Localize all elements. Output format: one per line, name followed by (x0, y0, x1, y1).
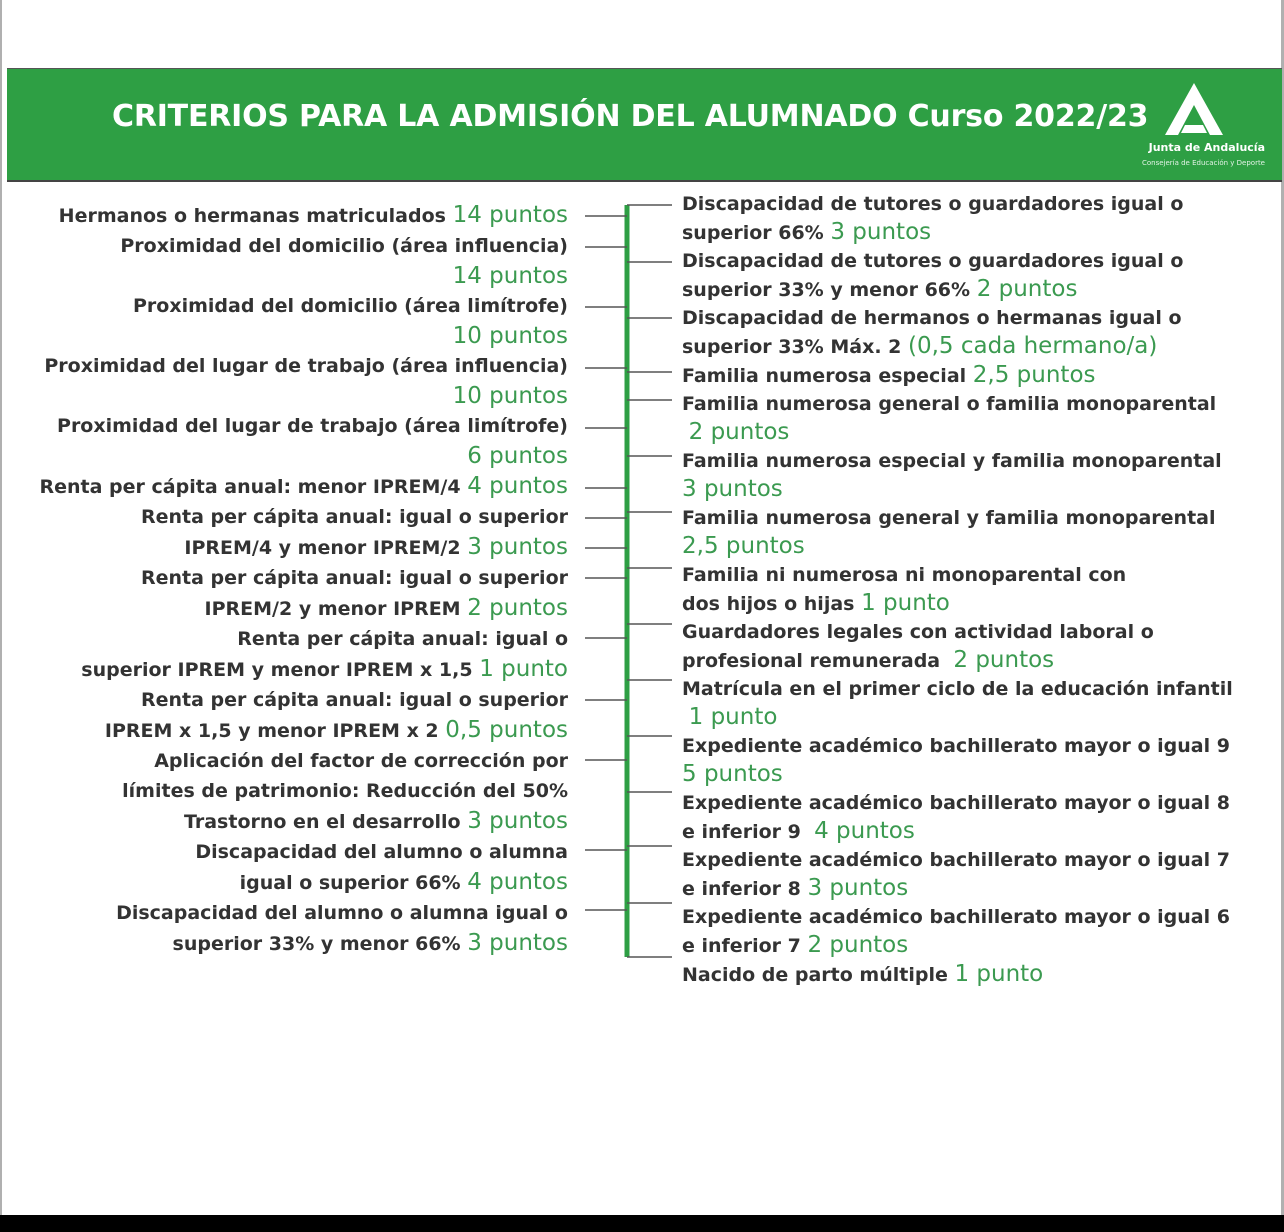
left-item-10: Aplicación del factor de corrección por límites de patrimonio: Reducción del 50% (122, 750, 568, 802)
logo-name: Junta de Andalucía (1148, 141, 1265, 154)
logo-subtitle: Consejería de Educación y Deporte (1141, 159, 1265, 167)
left-item-2: Proximidad del domicilio (área limítrofe) 10 puntos (133, 295, 568, 349)
right-item-2: Discapacidad de hermanos o hermanas igual o superior 33% Máx. 2 (0,5 cada hermano/a) (682, 307, 1182, 359)
bottom-black-bar (0, 1215, 1284, 1232)
right-item-12: Expediente académico bachillerato mayor o igual 7 e inferior 8 3 puntos (682, 849, 1230, 901)
page-title: CRITERIOS PARA LA ADMISIÓN DEL ALUMNADO Curso 2022/23 (112, 99, 1149, 134)
left-item-13: Discapacidad del alumno o alumna igual o superior 33% y menor 66% 3 puntos (116, 902, 568, 956)
right-connector-group (627, 205, 672, 957)
right-item-7: Familia ni numerosa ni monoparental con dos hijos o hijas 1 punto (682, 564, 1127, 616)
left-item-11: Trastorno en el desarrollo 3 puntos (183, 808, 568, 834)
left-item-0: Hermanos o hermanas matriculados 14 puntos (58, 202, 568, 228)
left-item-6: Renta per cápita anual: igual o superior IPREM/4 y menor IPREM/2 3 puntos (140, 506, 568, 560)
left-connector-group (585, 216, 627, 910)
right-item-4: Familia numerosa general o familia monoparental 2 puntos (682, 393, 1217, 445)
right-item-11: Expediente académico bachillerato mayor o igual 8 e inferior 9 4 puntos (682, 792, 1230, 844)
right-item-10: Expediente académico bachillerato mayor o igual 9 5 puntos (682, 735, 1230, 787)
right-item-14: Nacido de parto múltiple 1 punto (682, 961, 1044, 987)
left-item-7: Renta per cápita anual: igual o superior IPREM/2 y menor IPREM 2 puntos (140, 567, 568, 621)
right-item-13: Expediente académico bachillerato mayor o igual 6 e inferior 7 2 puntos (682, 906, 1230, 958)
right-item-9: Matrícula en el primer ciclo de la educación infantil 1 punto (682, 678, 1233, 730)
left-item-3: Proximidad del lugar de trabajo (área influencia) 10 puntos (44, 355, 568, 409)
left-item-1: Proximidad del domicilio (área influencia) 14 puntos (120, 235, 568, 289)
left-item-12: Discapacidad del alumno o alumna igual o superior 66% 4 puntos (195, 841, 568, 895)
right-item-3: Familia numerosa especial 2,5 puntos (682, 362, 1096, 388)
right-item-8: Guardadores legales con actividad laboral o profesional remunerada 2 puntos (682, 621, 1154, 673)
right-item-6: Familia numerosa general y familia monoparental 2,5 puntos (682, 507, 1216, 559)
right-item-5: Familia numerosa especial y familia monoparental 3 puntos (682, 450, 1222, 502)
left-item-8: Renta per cápita anual: igual o superior IPREM y menor IPREM x 1,5 1 punto (81, 628, 568, 682)
right-item-0: Discapacidad de tutores o guardadores igual o superior 66% 3 puntos (682, 193, 1184, 245)
left-item-5: Renta per cápita anual: menor IPREM/4 4 puntos (39, 473, 568, 499)
left-item-4: Proximidad del lugar de trabajo (área limítrofe) 6 puntos (57, 415, 568, 469)
left-item-9: Renta per cápita anual: igual o superior IPREM x 1,5 y menor IPREM x 2 0,5 puntos (104, 689, 568, 743)
right-item-1: Discapacidad de tutores o guardadores igual o superior 33% y menor 66% 2 puntos (682, 250, 1184, 302)
